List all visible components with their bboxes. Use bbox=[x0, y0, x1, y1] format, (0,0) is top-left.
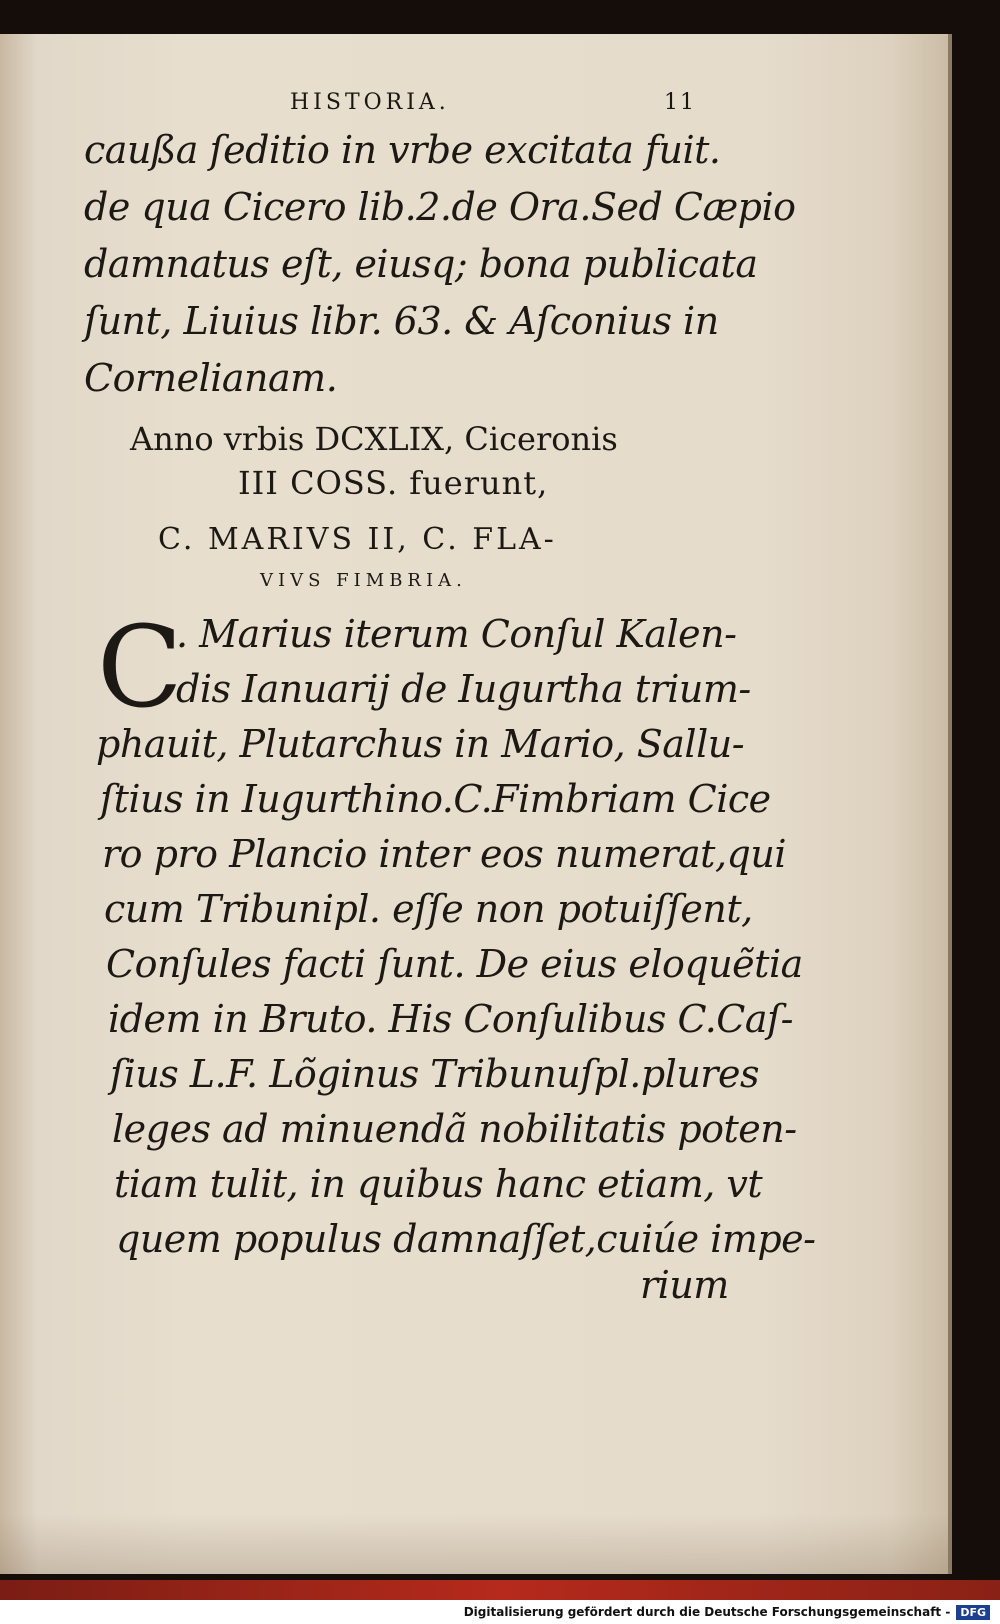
footer-credit: Digitalisierung gefördert durch die Deutsche Forschungsgemeinschaft - bbox=[463, 1605, 951, 1619]
text-line: dis Ianuarij de Iugurtha trium- bbox=[176, 667, 751, 711]
digitization-footer bbox=[0, 1600, 1000, 1624]
dfg-logo: DFG bbox=[956, 1605, 990, 1620]
year-heading-line: III COSS. fuerunt, bbox=[238, 464, 549, 502]
text-line: tiam tulit, in quibus hanc etiam, vt bbox=[114, 1162, 763, 1206]
text-line: caußa ſeditio in vrbe excitata fuit. bbox=[84, 128, 721, 172]
text-line: Cornelianam. bbox=[84, 356, 338, 400]
year-heading-line: Anno vrbis DCXLIX, Ciceronis bbox=[130, 420, 618, 458]
page-number: 11 bbox=[664, 90, 696, 115]
text-line: ro pro Plancio inter eos numerat,qui bbox=[102, 832, 786, 876]
text-line: leges ad minuendã nobilitatis poten- bbox=[112, 1107, 797, 1151]
text-line: damnatus eſt, eiusq; bona publicata bbox=[84, 242, 758, 286]
book-edge bbox=[0, 1580, 1000, 1600]
catchword: rium bbox=[640, 1263, 729, 1307]
text-line: idem in Bruto. His Conſulibus C.Caſ- bbox=[108, 997, 793, 1041]
consuls-heading-line: C. MARIVS II, C. FLA- bbox=[158, 522, 557, 557]
text-line: ſtius in Iugurthino.C.Fimbriam Cice bbox=[100, 777, 771, 821]
running-title: HISTORIA. bbox=[290, 90, 450, 115]
running-head bbox=[90, 90, 700, 120]
text-line: ſunt, Liuius libr. 63. & Aſconius in bbox=[84, 299, 719, 343]
consuls-heading-line: VIVS FIMBRIA. bbox=[260, 570, 467, 591]
text-line: de qua Cicero lib.2.de Ora.Sed Cæpio bbox=[84, 185, 796, 229]
text-line: Conſules facti ſunt. De eius eloquẽtia bbox=[106, 942, 803, 986]
text-line: quem populus damnaſſet,cuiúe impe- bbox=[116, 1217, 816, 1261]
drop-cap: C bbox=[97, 603, 183, 733]
text-line: phauit, Plutarchus in Mario, Sallu- bbox=[96, 722, 745, 766]
text-line: ſius L.F. Lõginus Tribunuſpl.plures bbox=[110, 1052, 759, 1096]
text-line: . Marius iterum Conſul Kalen- bbox=[176, 612, 737, 656]
text-line: cum Tribunipl. eſſe non potuiſſent, bbox=[104, 887, 753, 931]
